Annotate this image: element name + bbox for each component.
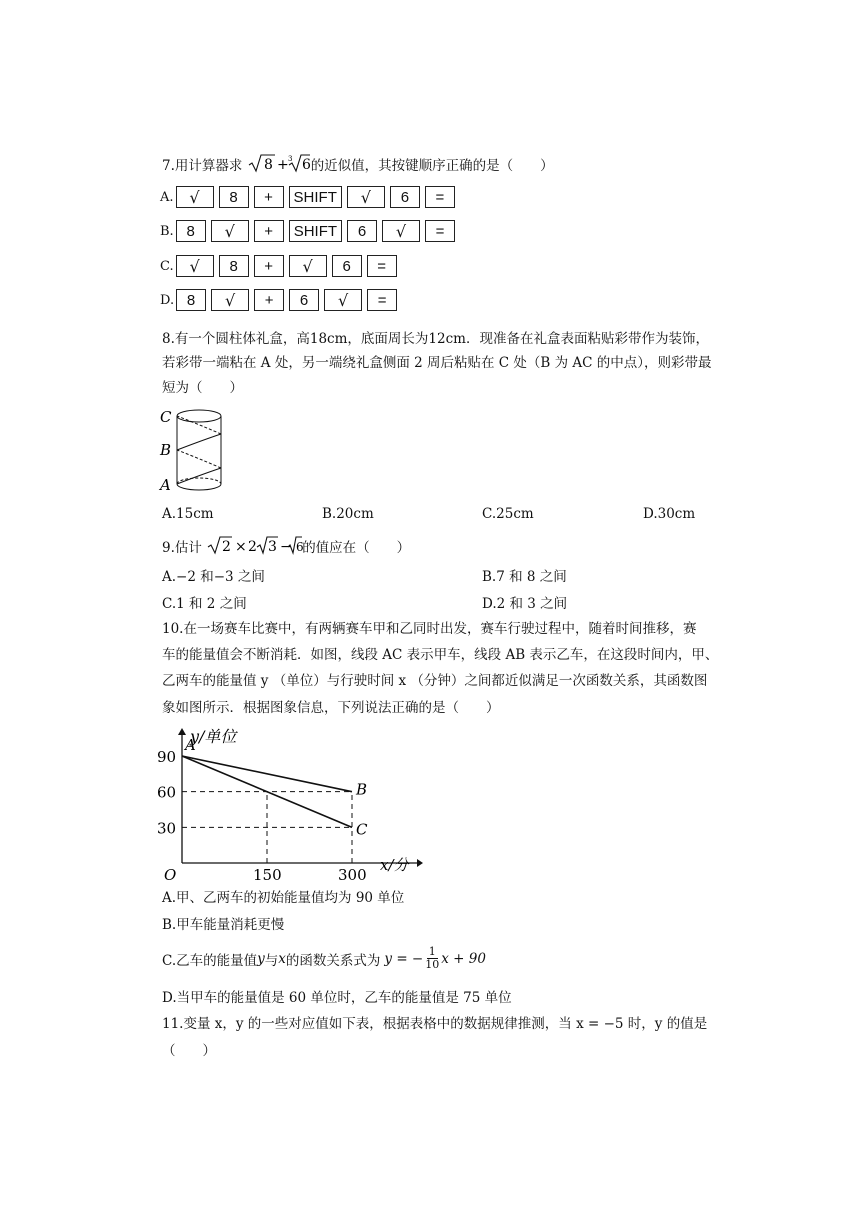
chart-labels: [157, 727, 411, 884]
cylinder-figure: [158, 404, 228, 498]
cylinder-bottom-front: [177, 484, 221, 490]
ribbon-back-2: [177, 416, 221, 434]
option-label: A.: [160, 189, 174, 205]
key-sqrt: √: [324, 289, 362, 311]
ribbon-front-1: [177, 468, 221, 484]
optc-mid2: 的函数关系式为: [285, 952, 381, 969]
optc-x: x: [278, 950, 286, 967]
key-equals: =: [425, 186, 455, 208]
fraction-numerator: 1: [428, 945, 436, 958]
q7-option-c[interactable]: [160, 255, 402, 277]
key-8: 8: [219, 255, 249, 277]
label-b: B: [160, 441, 172, 459]
key-sqrt: √: [176, 186, 214, 208]
q9-expression-svg: [206, 534, 302, 556]
key-sqrt: √: [211, 289, 249, 311]
radicand-3: 3: [268, 539, 278, 555]
y-tick-label-60: 60: [157, 783, 177, 802]
radicand-2: 2: [222, 539, 232, 555]
q8-option-b[interactable]: B.20cm: [322, 506, 374, 522]
optc-y: y: [257, 950, 265, 967]
q10-function-graph: [155, 722, 425, 882]
q9-text-after: 的值应在（ ）: [302, 540, 411, 556]
key-plus: +: [254, 220, 284, 242]
key-equals: =: [367, 255, 397, 277]
y-axis-label: y/单位: [190, 727, 237, 746]
point-label-c: C: [356, 820, 368, 839]
key-equals: =: [367, 289, 397, 311]
point-label-a: A: [185, 736, 196, 754]
q10-line1: 10.在一场赛车比赛中，有两辆赛车甲和乙同时出发，赛车行驶过程中，随着时间推移，赛: [162, 621, 697, 637]
radicand-8: 8: [263, 157, 273, 173]
q7-stem: [162, 152, 554, 181]
q8-line3: 短为（ ）: [162, 380, 243, 396]
q9-option-d[interactable]: D.2 和 3 之间: [482, 596, 568, 612]
q7-text-before: 用计算器求: [174, 158, 243, 174]
key-8: 8: [219, 186, 249, 208]
series-line-ab: [182, 756, 352, 792]
x-tick-label-150: 150: [253, 866, 282, 884]
x-axis-arrow: [417, 859, 423, 867]
origin-label: O: [164, 866, 177, 884]
q8-line1: 8.有一个圆柱体礼盒，高18cm，底面周长为12cm．现准备在礼盒表面粘贴彩带作为装饰，: [162, 331, 709, 347]
option-label: D.: [160, 292, 175, 308]
coef-2: 2: [248, 539, 258, 555]
option-label: C.: [160, 258, 174, 274]
key-shift: SHIFT: [289, 220, 342, 242]
y-tick-label-30: 30: [157, 819, 177, 838]
q10-option-c[interactable]: [162, 946, 486, 971]
q11-line1: 11.变量 x，y 的一些对应值如下表，根据表格中的数据规律推测，当 x = −5 时，y 的值是: [162, 1016, 708, 1032]
q7-number: 7.: [162, 158, 175, 174]
q8-option-c[interactable]: C.25cm: [482, 506, 534, 522]
key-plus: +: [254, 186, 284, 208]
fraction-denominator: 10: [425, 958, 440, 971]
chart-guides: [182, 792, 352, 863]
key-8: 8: [176, 289, 206, 311]
key-plus: +: [254, 289, 284, 311]
key-6: 6: [390, 186, 420, 208]
optc-before: C.乙车的能量值: [162, 952, 258, 969]
key-sqrt: √: [289, 255, 327, 277]
chart-axes: [178, 728, 423, 867]
ribbon-front-2: [177, 434, 221, 450]
q8-option-a[interactable]: A.15cm: [162, 506, 214, 522]
key-equals: =: [425, 220, 455, 242]
option-label: B.: [160, 223, 174, 239]
key-sqrt: √: [347, 186, 385, 208]
q7-text-after: 的近似值，其按键顺序正确的是（ ）: [310, 158, 554, 174]
q10-line2: 车的能量值会不断消耗．如图，线段 AC 表示甲车，线段 AB 表示乙车，在这段时间内，甲、: [162, 647, 719, 663]
optc-fraction: [425, 946, 439, 971]
label-c: C: [160, 408, 172, 426]
q10-line4: 象如图所示．根据图象信息，下列说法正确的是（ ）: [162, 700, 500, 716]
q9-stem: [162, 534, 410, 563]
q9-text-before: 9.估计: [162, 540, 202, 556]
cylinder-top: [177, 410, 221, 422]
q9-option-a[interactable]: A.−2 和−3 之间: [162, 569, 265, 585]
q7-option-d[interactable]: [160, 289, 402, 311]
x-axis-label: x/分: [380, 856, 409, 874]
key-sqrt: √: [211, 220, 249, 242]
ribbon-back-1: [177, 450, 221, 468]
q8-option-d[interactable]: D.30cm: [643, 506, 696, 522]
q10-line3: 乙两车的能量值 y （单位）与行驶时间 x （分钟）之间都近似满足一次函数关系，其函数图: [162, 673, 708, 689]
radicand-6: 6: [301, 157, 311, 173]
q7-expression-svg: [247, 152, 311, 174]
key-8: 8: [176, 220, 206, 242]
key-plus: +: [254, 255, 284, 277]
q10-option-d[interactable]: D.当甲车的能量值是 60 单位时，乙车的能量值是 75 单位: [162, 990, 512, 1006]
q7-expression: [247, 152, 311, 181]
key-6: 6: [289, 289, 319, 311]
times-sign: ×: [235, 539, 247, 555]
plus-sign: +: [276, 157, 289, 173]
key-shift: SHIFT: [289, 186, 342, 208]
q9-option-b[interactable]: B.7 和 8 之间: [482, 569, 567, 585]
minus-sign: −: [280, 539, 292, 555]
q9-expression: [206, 534, 302, 563]
q10-option-a[interactable]: A.甲、乙两车的初始能量值均为 90 单位: [162, 890, 405, 906]
y-tick-label-90: 90: [157, 748, 177, 766]
optc-mid1: 与: [264, 952, 279, 969]
cube-index: 3: [287, 155, 293, 163]
y-axis-arrow: [178, 728, 186, 735]
q7-option-b[interactable]: [160, 220, 460, 242]
key-sqrt: √: [176, 255, 214, 277]
key-6: 6: [332, 255, 362, 277]
optc-formula-y: y = −: [384, 950, 424, 967]
q8-line2: 若彩带一端粘在 A 处，另一端绕礼盒侧面 2 周后粘贴在 C 处（B 为 AC 的中点），则彩带最: [162, 355, 712, 371]
key-sqrt: √: [382, 220, 420, 242]
q11-line2: （ ）: [162, 1043, 216, 1059]
point-label-b: B: [356, 780, 368, 799]
q10-option-b[interactable]: B.甲车能量消耗更慢: [162, 917, 285, 933]
radicand-6b: 6: [296, 540, 304, 554]
key-6: 6: [347, 220, 377, 242]
q9-option-c[interactable]: C.1 和 2 之间: [162, 596, 247, 612]
x-tick-label-300: 300: [338, 866, 367, 884]
q7-option-a[interactable]: [160, 186, 460, 208]
label-a: A: [160, 476, 171, 494]
optc-tail: x + 90: [441, 950, 486, 967]
